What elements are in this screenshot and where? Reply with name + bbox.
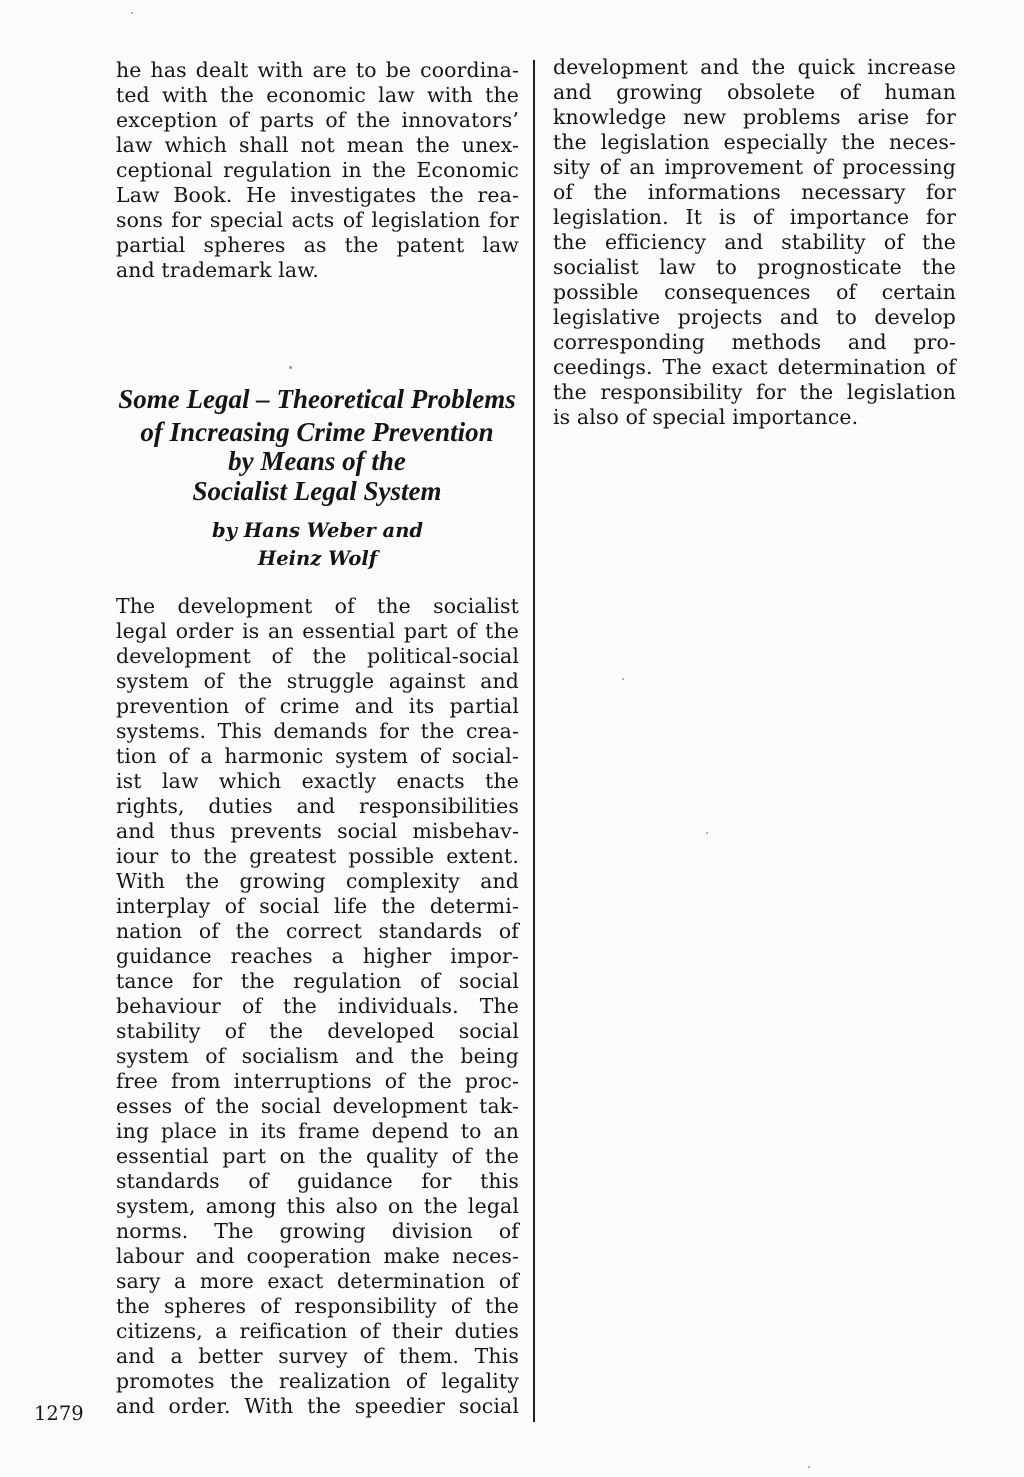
text-line: knowledge new problems arise for — [553, 105, 956, 129]
scan-speck — [289, 366, 292, 369]
text-line: legal order is an essential part of the — [116, 619, 519, 643]
text-line: sons for special acts of legislation for — [116, 208, 519, 232]
text-line: partial spheres as the patent law — [116, 233, 519, 257]
text-line: nation of the correct standards of — [116, 919, 519, 943]
scan-speck — [131, 12, 133, 14]
text-line: and order. With the speedier social — [116, 1394, 519, 1418]
text-line: tance for the regulation of social — [116, 969, 519, 993]
title-line: of Increasing Crime Prevention — [140, 417, 494, 447]
text-line: possible consequences of certain — [553, 280, 956, 304]
text-line: esses of the social development tak- — [116, 1094, 519, 1118]
text-line: and a better survey of them. This — [116, 1344, 519, 1368]
text-line: ing place in its frame depend to an — [116, 1119, 519, 1143]
byline-line: by Hans Weber and — [211, 519, 424, 542]
title-line: Some Legal – Theoretical Problems — [118, 384, 516, 414]
byline-line: Heinz Wolf — [257, 547, 378, 570]
text-line: and growing obsolete of human — [553, 80, 956, 104]
text-line: exception of parts of the innovators’ — [116, 108, 519, 132]
text-line: labour and cooperation make neces- — [116, 1244, 519, 1268]
text-line: norms. The growing division of — [116, 1219, 519, 1243]
text-line: rights, duties and responsibilities — [116, 794, 519, 818]
text-line: free from interruptions of the proc- — [116, 1069, 519, 1093]
text-line: of the informations necessary for — [553, 180, 956, 204]
text-line: the efficiency and stability of the — [553, 230, 956, 254]
text-line: the spheres of responsibility of the — [116, 1294, 519, 1318]
text-line: guidance reaches a higher impor- — [116, 944, 519, 968]
text-line: legislation. It is of importance for — [553, 205, 956, 229]
text-line: stability of the developed social — [116, 1019, 519, 1043]
text-line: promotes the realization of legality — [116, 1369, 519, 1393]
text-line: he has dealt with are to be coordina- — [116, 58, 519, 82]
text-line: is also of special importance. — [553, 405, 859, 429]
text-line: the legislation especially the neces- — [553, 130, 956, 154]
text-line: socialist law to prognosticate the — [553, 255, 956, 279]
text-line: The development of the socialist — [116, 594, 519, 618]
column-divider — [533, 60, 535, 1422]
text-line: systems. This demands for the crea- — [116, 719, 519, 743]
text-line: system of socialism and the being — [116, 1044, 519, 1068]
text-line: iour to the greatest possible extent. — [116, 844, 519, 868]
scan-speck — [622, 678, 624, 680]
text-line: ted with the economic law with the — [116, 83, 519, 107]
text-line: and thus prevents social misbehav- — [116, 819, 519, 843]
text-line: ceptional regulation in the Economic — [116, 158, 519, 182]
text-line: sity of an improvement of processing — [553, 155, 956, 179]
text-line: the responsibility for the legislation — [553, 380, 956, 404]
text-line: standards of guidance for this — [116, 1169, 519, 1193]
text-line: essential part on the quality of the — [116, 1144, 519, 1168]
text-line: and trademark law. — [116, 258, 320, 282]
text-line: sary a more exact determination of — [116, 1269, 519, 1293]
title-line: Socialist Legal System — [192, 476, 442, 506]
title-line: by Means of the — [228, 446, 406, 476]
text-line: system of the struggle against and — [116, 669, 519, 693]
text-line: behaviour of the individuals. The — [116, 994, 519, 1018]
text-line: development of the political-social — [116, 644, 519, 668]
text-line: corresponding methods and pro- — [553, 330, 956, 354]
scan-speck — [706, 832, 708, 834]
scan-speck — [808, 1466, 810, 1468]
text-line: interplay of social life the determi- — [116, 894, 519, 918]
text-line: tion of a harmonic system of social- — [116, 744, 519, 768]
text-line: development and the quick increase — [553, 55, 956, 79]
text-line: Law Book. He investigates the rea- — [116, 183, 519, 207]
text-line: ceedings. The exact determination of — [553, 355, 956, 379]
text-line: With the growing complexity and — [116, 869, 519, 893]
text-line: law which shall not mean the unex- — [116, 133, 519, 157]
text-line: prevention of crime and its partial — [116, 694, 519, 718]
text-line: legislative projects and to develop — [553, 305, 956, 329]
page-number: 1279 — [34, 1402, 84, 1425]
text-line: ist law which exactly enacts the — [116, 769, 519, 793]
text-line: system, among this also on the legal — [116, 1194, 519, 1218]
text-line: citizens, a reification of their duties — [116, 1319, 519, 1343]
